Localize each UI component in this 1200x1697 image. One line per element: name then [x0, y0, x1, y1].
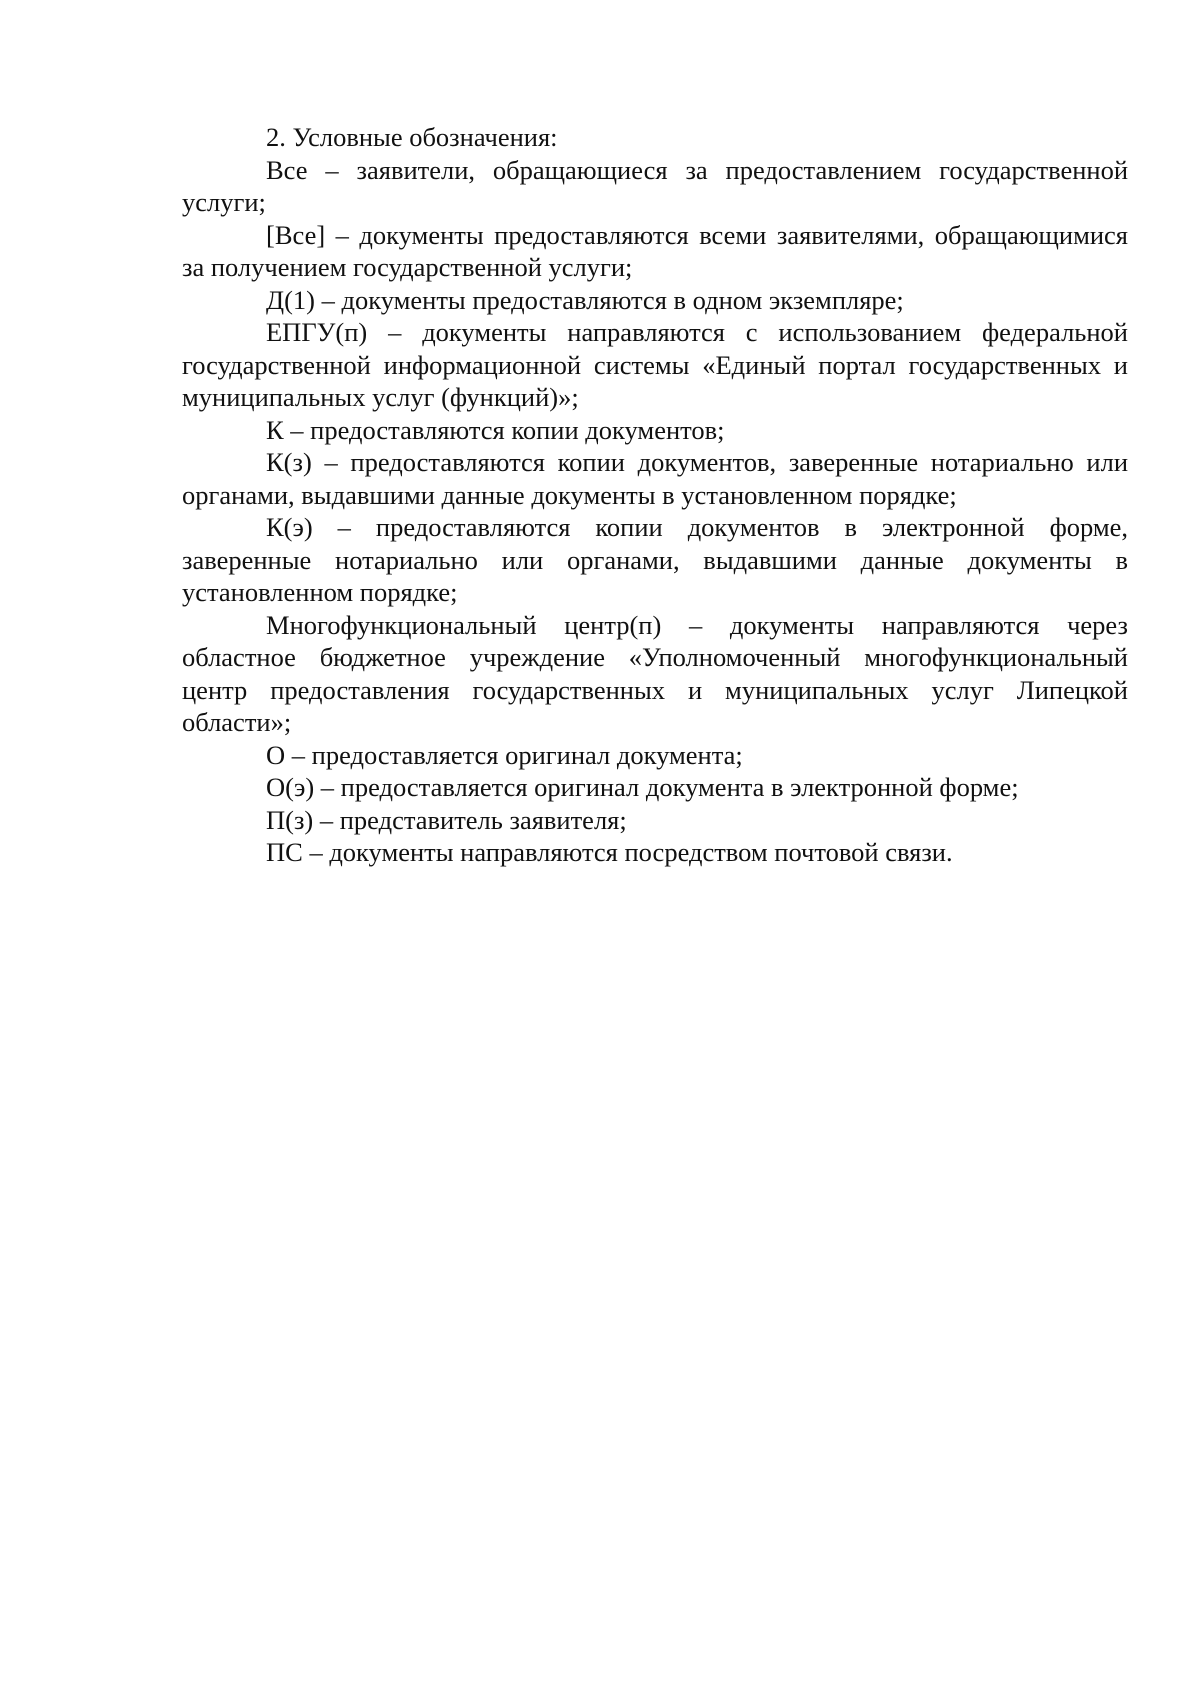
section-heading: 2. Условные обозначения:	[266, 122, 558, 152]
legend-item-ps: ПС – документы направляются посредством почтовой связи.	[266, 837, 953, 867]
legend-item-vse-bracket: [Все] – документы предоставляются всеми заявителями, обращающимися за получением государственной услуги;	[182, 219, 1128, 282]
document-body	[182, 121, 1128, 869]
legend-item-kz: К(з) – предоставляются копии документов, заверенные нотариально или органами, выдавшими данные документы в установленном порядке;	[182, 447, 1128, 510]
legend-item-ke: К(э) – предоставляются копии документов в электронной форме, заверенные нотариально или органами, выдавшими данные документы в установленном порядке;	[182, 512, 1128, 607]
legend-item-o: О – предоставляется оригинал документа;	[266, 739, 743, 770]
legend-item-d1: Д(1) – документы предоставляются в одном экземпляре;	[266, 284, 904, 315]
legend-item-pz: П(з) – представитель заявителя;	[266, 804, 627, 835]
legend-item-vse: Все – заявители, обращающиеся за предоставлением государственной услуги;	[182, 154, 1128, 217]
legend-item-epgu: ЕПГУ(п) – документы направляются с использованием федеральной государственной информационной системы «Единый портал государственных и муниципальных услуг (функций)»;	[182, 317, 1128, 412]
legend-item-oe: О(э) – предоставляется оригинал документа в электронной форме;	[266, 772, 1019, 802]
legend-item-mfc: Многофункциональный центр(п) – документы направляются через областное бюджетное учреждение «Уполномоченный многофункциональный центр предоставления государственных и муниципальных услуг Липецкой области»;	[182, 609, 1128, 737]
legend-item-k: К – предоставляются копии документов;	[266, 414, 725, 445]
